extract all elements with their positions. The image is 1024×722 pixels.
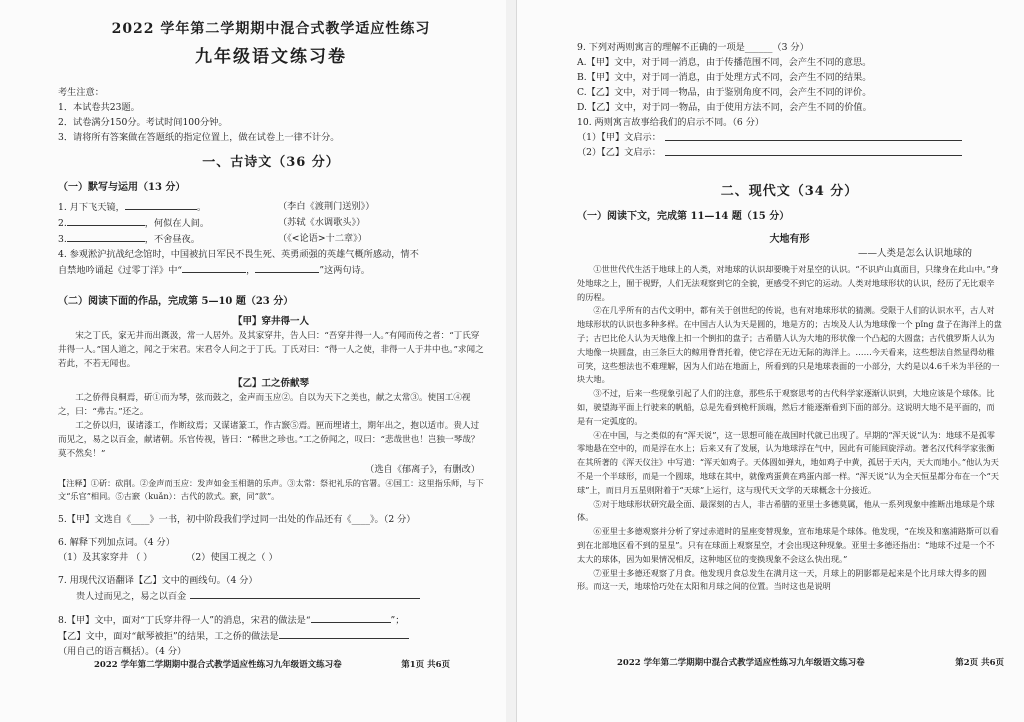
question-5: 5.【甲】文选自《____》一书，初中阶段我们学过同一出处的作品还有《____》。（2 分） [58, 514, 416, 526]
left-page [0, 0, 506, 722]
part-dictation: （一）默写与运用（13 分） [58, 182, 186, 193]
footer-page-number: 第2页 共6页 [955, 658, 1004, 668]
passage-source: （选自《郁离子》，有删改） [365, 463, 480, 475]
question-8-line2: 【乙】文中，面对“献琴被拒”的结果，工之侨的做法是 [58, 628, 484, 644]
answer-blank[interactable] [125, 199, 197, 210]
notice-item-2: 2．试卷满分150分。考试时间100分钟。 [58, 117, 228, 128]
question-9: 9. 下列对两则寓言的理解不正确的一项是______（3 分） [577, 42, 809, 53]
question-6: 6. 解释下列加点词。（4 分） [58, 537, 175, 549]
passage-jia-title: 【甲】穿井得一人 [232, 316, 309, 327]
article-title: 大地有形 [769, 234, 810, 245]
question-8-line3: （用自己的语言概括）。（4 分） [58, 646, 187, 658]
section-modern: 二、现代文（34 分） [720, 184, 859, 199]
article-paragraph-4: ④在中国，与之类似的有“浑天说”，这一思想可能在战国时代就已出现了。早期的“浑天说”认为：地球不是孤零零地悬在空中的，而是浮在水上；后来又有了发展，认为地球浮在气中，因此有可能回旋浮动。著名汉代科学家张衡在其所著的《浑天仪注》中写道：“浑天如鸡子。天体圆如弹丸，地如鸡子中黄，孤居于天内，天大而地小。”他认为天不是一个半球形，而是一个圆球，地球在其中，就像鸡蛋黄在鸡蛋内部一样。“浑天说”认为全天恒星都分布在一个“天球”上，而日月五星则附着于“天球”上运行，这与现代天文学的天球概念十分接近。 [577, 429, 999, 495]
page-gutter [506, 0, 516, 722]
footer-title: 2022 学年第二学期期中混合式教学适应性练习九年级语文练习卷 [94, 660, 342, 670]
annotations: 【注释】①斫：砍削。②金声而玉应：发声如金玉相谐的乐声。③太常：祭祀礼乐的官署。④国工：这里指乐师，与下文“乐官”相同。⑤古窾（kuǎn）：古代的款式。窾，同“款”。 [58, 477, 484, 502]
article-paragraph-3: ③不过，后来一些现象引起了人们的注意，那些乐于观察思考的古代科学家逐渐认识到，大地应该是个球体。比如，驶望海平面上行驶来的帆船，总是先看到桅杆顶端，然后才能逐渐看到下面的部分。这说明大地不是平面的，而是有一定弧度的。 [577, 388, 995, 426]
option-b[interactable]: B.【甲】文中，对于同一消息，由于处理方式不同，会产生不同的结果。 [577, 72, 872, 83]
source-note: （李白《渡荆门送别》） [278, 201, 375, 212]
article-paragraph-7: ⑦亚里士多德还观察了月食。他发现月食总发生在满月这一天，月球上的阴影都是起来是个比月球大得多的圆形。而这一天，地球恰巧处在太阳和月球之间的位置。当时这也是说明 [577, 567, 987, 592]
answer-blank[interactable] [67, 231, 145, 242]
question-6-items: （1）及其家穿井 （ ） （2）使国工视之（ ） [58, 552, 278, 564]
source-note: （《<论语>十二章》） [278, 233, 367, 244]
question-3: 3. ，不舍昼夜。 （《<论语>十二章》） [58, 233, 367, 245]
footer-title: 2022 学年第二学期期中混合式教学适应性练习九年级语文练习卷 [617, 658, 865, 668]
passage-yi-text-2: 工之侨以归，谋诸漆工，作断纹焉；又谋诸篆工，作古窾⑤焉。匣而埋诸土，期年出之，抱以适市。贵人过而见之，易之以百金，献诸朝。乐官传视，皆曰：“稀世之珍也。”工之侨闻之，叹曰：“悲哉世也！岂独一琴哉？莫不然矣！” [58, 421, 480, 460]
article-subtitle: ——人类是怎么认识地球的 [857, 248, 972, 259]
question-10-part2: （2）【乙】文启示： [577, 145, 1002, 160]
option-d[interactable]: D.【乙】文中，对于同一物品，由于使用方法不同，会产生不同的价值。 [577, 102, 872, 113]
question-7-sentence: 贵人过而见之，易之以百金 [58, 588, 484, 604]
answer-blank[interactable] [255, 262, 319, 273]
notice-item-3: 3．请将所有答案做在答题纸的指定位置上，做在试卷上一律不计分。 [58, 132, 340, 143]
option-c[interactable]: C.【乙】文中，对于同一物品，由于鉴别角度不同，会产生不同的评价。 [577, 87, 872, 98]
passage-yi-text-1: 工之侨得良桐焉，斫①而为琴，弦而鼓之，金声而玉应②。自以为天下之美也，献之太常③。使国工④视之，曰：“弗古。”还之。 [58, 392, 471, 417]
source-note: （苏轼《水调歌头》） [278, 217, 366, 228]
answer-blank[interactable] [67, 215, 145, 226]
article-paragraph-6: ⑥亚里士多德观察并分析了穿过赤道时的星座变替现象，宣布地球是个球体。他发现，“在埃及和塞浦路斯可以看到在北部地区看不到的星星”。只有在球面上观察星空，才会出现这种现象。亚里士多德还指出：“地球不过是一个不太大的球体，因为如果情况相反，这种地区位的变换现象不会这么快出现。” [577, 526, 999, 564]
footer-page-number: 第1页 共6页 [401, 660, 450, 670]
part-reading: （二）阅读下面的作品，完成第 5—10 题（23 分） [58, 296, 294, 307]
passage-yi-title: 【乙】工之侨献琴 [232, 377, 309, 389]
article-paragraph-5: ⑤对于地球形状研究最全面、最深刻的古人，非古希腊的亚里士多德莫属，他从一系列现象中推断出地球是个球体。 [577, 498, 995, 523]
article-paragraph-2: ②在几乎所有的古代文明中，都有关于创世纪的传说，也有对地球形状的猜测。受限于人们的认识水平，古人对地球形状的认识也多种多样。在中国古人认为天是圆的，地是方的；古埃及人认为地球像一个 pǐng 盘子在海洋上的盘子；古巴比伦人认为天地像上扣一个倒扣的盘子；古希腊人认为大地的形状像一个凸起的大圆盘；古代俄罗斯人认为大地像一块圆盘，由三条巨大的鲸用脊背托着，使它浮在无边无际的海洋上。……今天看来，这些想法自然显得幼稚可笑，这些想法也不难理解，因为人们站在地面上，所看到的只是地球表面的一小部分，大约是以4.6千米为半径的一块大地。 [577, 305, 1002, 385]
answer-blank[interactable] [665, 130, 962, 141]
question-8-line1: 8.【甲】文中，面对“丁氏穿井得一人”的消息，宋君的做法是“ ”； [58, 612, 484, 628]
question-7: 7. 用现代汉语翻译【乙】文中的画线句。（4 分） [58, 575, 258, 587]
answer-blank[interactable] [665, 145, 962, 156]
right-page [516, 0, 1024, 722]
question-4-line2: 自禁地吟诵起《过零丁洋》中“ ， ”这两句诗。 [58, 262, 484, 278]
article-paragraph-1: ①世世代代生活于地球上的人类，对地球的认识却要晚于对星空的认识。“不识庐山真面目，只缘身在此山中。”身处地球之上，囿于视野，人们无法观察到它的全貌，更感受不到它的运动。人类对地球形状的认识，经历了无比艰辛的历程。 [577, 264, 999, 302]
section-classical: 一、古诗文（36 分） [202, 155, 340, 170]
answer-blank[interactable] [190, 588, 420, 599]
option-a[interactable]: A.【甲】文中，对于同一消息，由于传播范围不同，会产生不同的意思。 [577, 57, 872, 68]
passage-jia-text: 宋之丁氏，家无井而出溉汲，常一人居外。及其家穿井，告人曰：“吾穿井得一人。”有闻而传之者：“丁氏穿井得一人。”国人道之，闻之于宋君。宋君令人问之于丁氏。丁氏对曰：“得一人之使，非得一人于井中也。”求闻之若此，不若无闻也。 [58, 331, 484, 370]
question-10-part1: （1）【甲】文启示： [577, 130, 1002, 145]
answer-blank[interactable] [311, 612, 391, 623]
answer-blank[interactable] [182, 262, 246, 273]
page-footer [0, 658, 506, 670]
question-4-line1: 4. 参观淞沪抗战纪念馆时，中国被抗日军民不畏生死、英勇顽强的英雄气概所感动，情不 [58, 249, 419, 260]
exam-subtitle: 九年级语文练习卷 [195, 47, 347, 67]
question-10: 10. 两则寓言故事给我们的启示不同。（6 分） [577, 117, 765, 128]
question-2: 2. ，何似在人间。 （苏轼《水调歌头》） [58, 217, 366, 229]
notice-heading: 考生注意： [58, 87, 104, 98]
answer-blank[interactable] [279, 628, 409, 639]
page-footer [517, 656, 1024, 668]
part-modern-reading: （一）阅读下文，完成第 11—14 题（15 分） [577, 211, 790, 222]
exam-title: 2022 学年第二学期期中混合式教学适应性练习 [111, 21, 431, 37]
question-1: 1. 月下飞天镜， 。 （李白《渡荆门送别》） [58, 201, 375, 213]
notice-item-1: 1．本试卷共23题。 [58, 102, 140, 113]
